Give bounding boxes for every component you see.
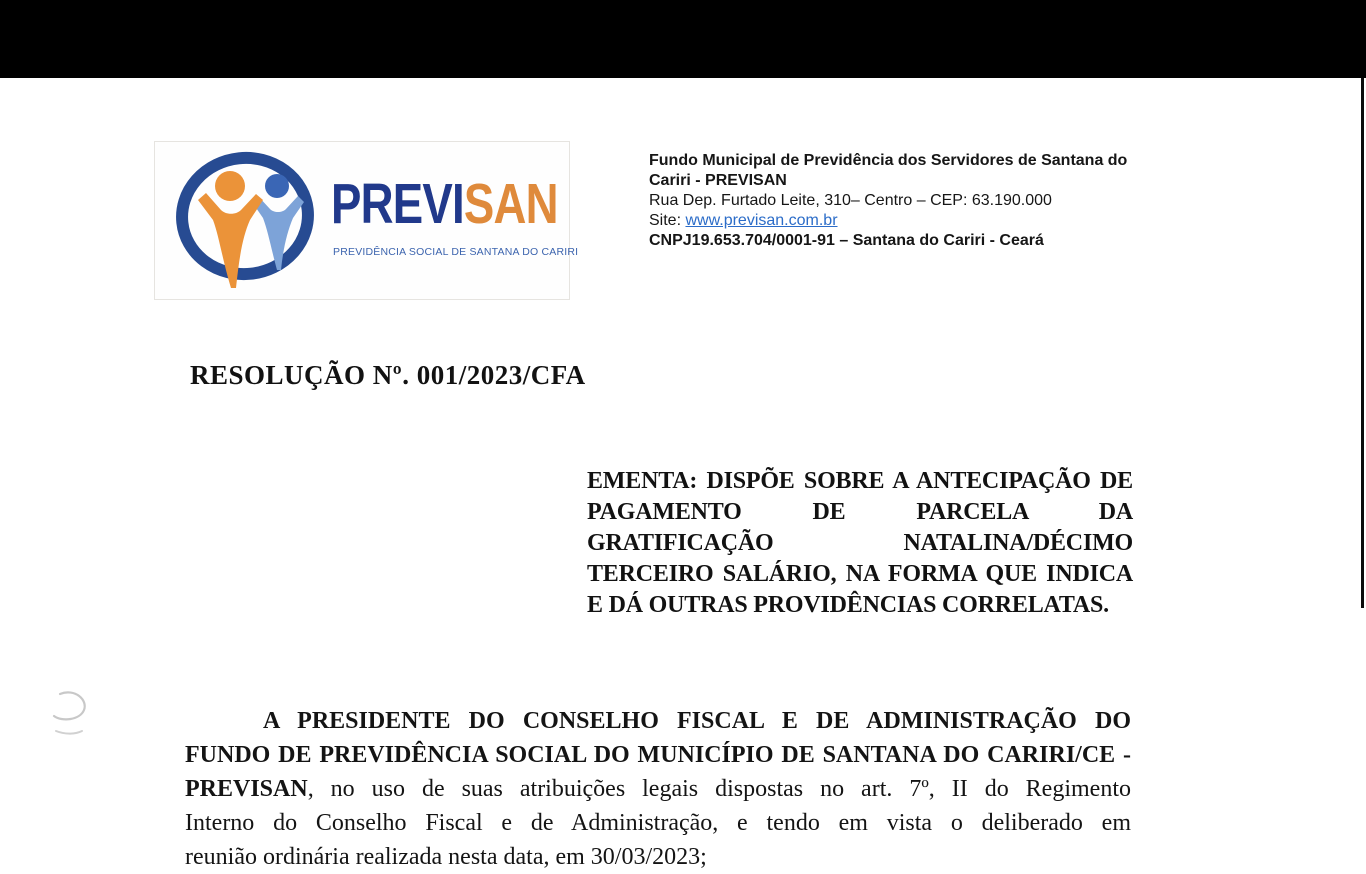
ementa-line: EMENTA: DISPÕE SOBRE A ANTECIPAÇÃO DE xyxy=(587,468,1133,494)
body-line xyxy=(185,772,1131,806)
letterhead-org-line1: Fundo Municipal de Previdência dos Servidores de Santana do xyxy=(649,152,1128,169)
ementa-line: GRATIFICAÇÃO NATALINA/DÉCIMO xyxy=(587,530,1133,556)
letterhead-address: Rua Dep. Furtado Leite, 310– Centro – CEP: 63.190.000 xyxy=(649,192,1052,209)
ementa-line: TERCEIRO SALÁRIO, NA FORMA QUE INDICA xyxy=(587,561,1133,587)
wordmark-previ: PREVI xyxy=(331,172,464,236)
ementa-line: E DÁ OUTRAS PROVIDÊNCIAS CORRELATAS. xyxy=(587,592,1109,618)
previsan-tagline: PREVIDÊNCIA SOCIAL DE SANTANA DO CARIRI xyxy=(333,246,579,258)
previsan-logo-box xyxy=(154,141,579,300)
wordmark-san: SAN xyxy=(463,172,558,236)
scan-top-black-bar xyxy=(0,0,1366,78)
body-regular-text: Interno do Conselho Fiscal e de Administração, e tendo em vista o deliberado em xyxy=(185,810,1131,836)
body-line xyxy=(185,806,1131,840)
body-line xyxy=(185,840,1131,874)
previsan-wordmark xyxy=(331,172,558,236)
letterhead-cnpj: CNPJ19.653.704/0001-91 – Santana do Cariri - Ceará xyxy=(649,232,1044,249)
ementa-block xyxy=(587,466,1133,621)
letterhead-org-line2: Cariri - PREVISAN xyxy=(649,172,787,189)
handwritten-pen-mark xyxy=(40,680,110,750)
letterhead-block xyxy=(649,151,1174,251)
body-bold-text: A PRESIDENTE DO CONSELHO FISCAL E DE ADMINISTRAÇÃO DO xyxy=(263,708,1131,734)
body-regular-text: reunião ordinária realizada nesta data, em 30/03/2023; xyxy=(185,844,707,870)
body-regular-text: , no uso de suas atribuições legais dispostas no art. 7º, II do Regimento xyxy=(307,776,1131,802)
ementa-line: PAGAMENTO DE PARCELA DA xyxy=(587,499,1133,525)
body-bold-text: FUNDO DE PREVIDÊNCIA SOCIAL DO MUNICÍPIO DE SANTANA DO CARIRI/CE - xyxy=(185,742,1131,768)
body-line xyxy=(185,704,1131,738)
body-line xyxy=(185,738,1131,772)
scan-right-edge-line xyxy=(1361,78,1364,608)
site-label: Site: xyxy=(649,212,686,229)
two-people-in-ellipse-icon xyxy=(173,152,323,290)
body-bold-text: PREVISAN xyxy=(185,776,308,802)
previsan-website-link[interactable]: www.previsan.com.br xyxy=(685,212,838,229)
body-paragraph xyxy=(185,704,1131,874)
letterhead-site-line xyxy=(649,211,1174,231)
resolution-title: RESOLUÇÃO Nº. 001/2023/CFA xyxy=(190,360,586,390)
